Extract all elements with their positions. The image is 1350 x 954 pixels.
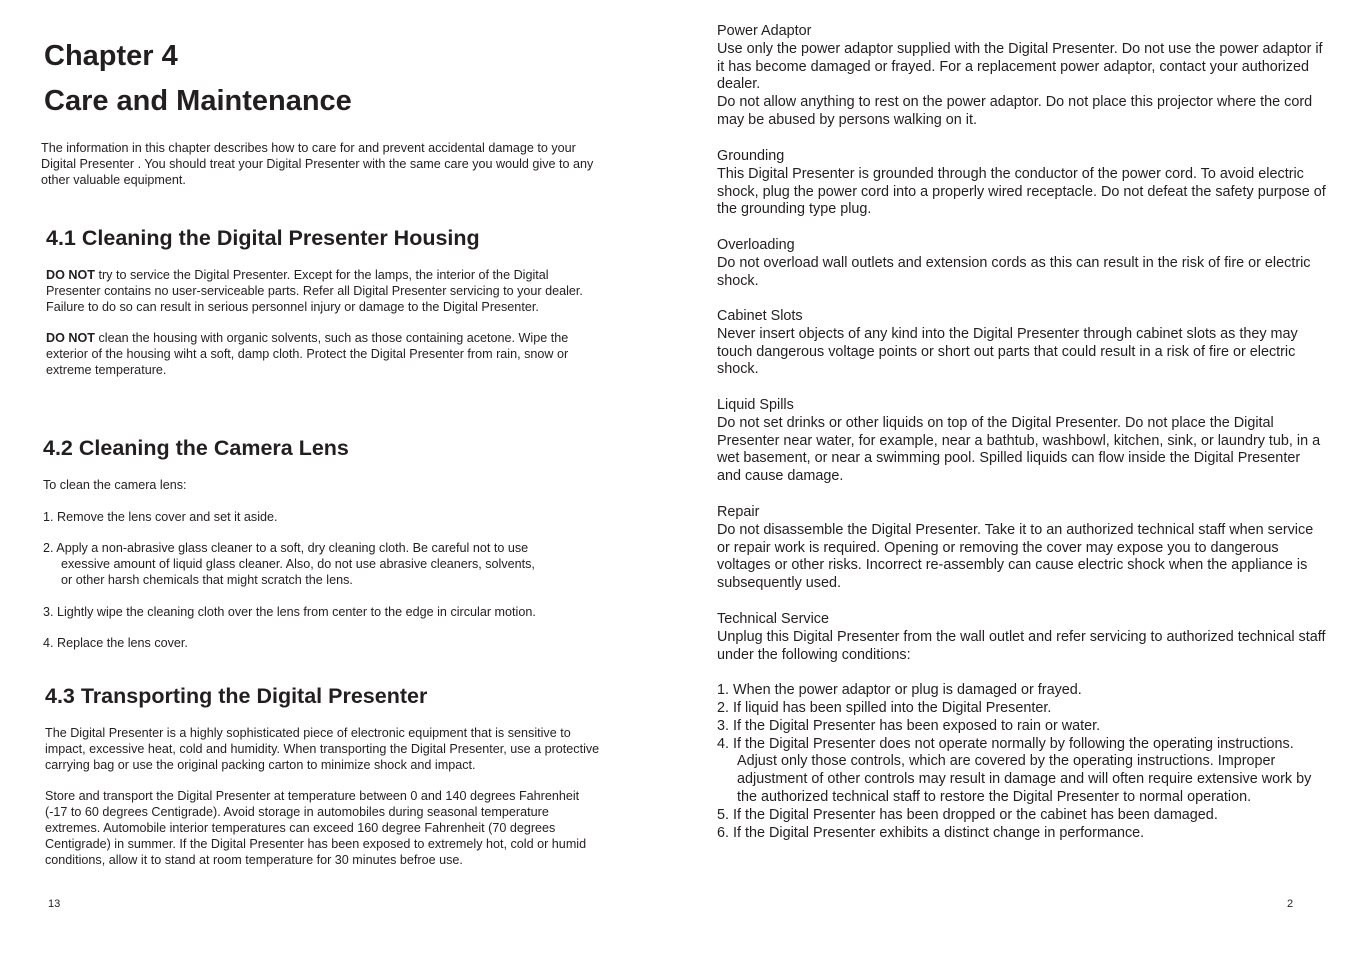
section-4-3-para-2: Store and transport the Digital Presenter at temperature between 0 and 140 degrees Fahrenheit (-17 to 60 degrees Centigrade). Avoid storage in automobiles during seasonal temperature extremes. Automobile interior temperatures can exceed 160 degree Fahrenheit (70 degrees Centigrade) in summer. If the Digital Presenter has been exposed to extremely hot, cold or humid conditions, allow it to stand at room temperature for 30 minutes befroe use. bbox=[45, 789, 587, 867]
section-4-3-heading: 4.3 Transporting the Digital Presenter bbox=[45, 684, 428, 708]
service-item: 2. If liquid has been spilled into the Digital Presenter. bbox=[717, 699, 1052, 716]
chapter-number: Chapter 4 bbox=[44, 40, 178, 72]
step-4: 4. Replace the lens cover. bbox=[43, 636, 188, 650]
section-4-2-lead: To clean the camera lens: bbox=[43, 478, 187, 492]
section-4-3-body bbox=[45, 725, 605, 868]
overloading-text: Do not overload wall outlets and extension cords as this can result in the risk of fire or electric shock. bbox=[717, 254, 1311, 289]
power-adaptor-para-1: Use only the power adaptor supplied with the Digital Presenter. Do not use the power adaptor if it has become damaged or frayed. For a replacement power adaptor, contact your authorized dealer. bbox=[717, 40, 1323, 93]
service-item: 4. If the Digital Presenter does not operate normally by following the operating instructions. Adjust only those controls, which are covered by the operating instructions. Improper adjustment of other controls may result in damage and will often require extensive work by the authorized technical staff to restore the Digital Presenter to normal operation. bbox=[717, 735, 1312, 805]
service-item: 3. If the Digital Presenter has been exposed to rain or water. bbox=[717, 717, 1101, 734]
cabinet-slots-text: Never insert objects of any kind into the Digital Presenter through cabinet slots as they may touch dangerous voltage points or short out parts that could result in a risk of fire or electric shock. bbox=[717, 325, 1298, 378]
section-4-1-para-2: DO NOT clean the housing with organic solvents, such as those containing acetone. Wipe the exterior of the housing wiht a soft, damp cloth. Protect the Digital Presenter from rain, snow or extreme temperature. bbox=[46, 331, 569, 377]
service-item: 1. When the power adaptor or plug is damaged or frayed. bbox=[717, 682, 1082, 699]
section-4-2-heading: 4.2 Cleaning the Camera Lens bbox=[43, 436, 349, 460]
grounding-title: Grounding bbox=[717, 148, 785, 164]
technical-service-text: Unplug this Digital Presenter from the wall outlet and refer servicing to authorized technical staff under the following conditions: bbox=[717, 628, 1326, 663]
technical-service-title: Technical Service bbox=[717, 611, 829, 627]
do-not-label: DO NOT bbox=[46, 268, 95, 282]
service-item: 6. If the Digital Presenter exhibits a distinct change in performance. bbox=[717, 824, 1145, 841]
do-not-label: DO NOT bbox=[46, 331, 95, 345]
liquid-spills-section bbox=[717, 397, 1327, 486]
liquid-spills-text: Do not set drinks or other liquids on top of the Digital Presenter. Do not place the Digital Presenter near water, for example, near a bathtub, washbowl, kitchen, sink, or laundry tub, in a wet basement, or near a swimming pool. Spilled liquids can flow inside the Digital Presenter and cause damage. bbox=[717, 414, 1321, 485]
section-4-3-para-1: The Digital Presenter is a highly sophisticated piece of electronic equipment that is sensitive to impact, excessive heat, cold and humidity. When transporting the Digital Presenter, use a protective carrying bag or use the original packing carton to minimize shock and impact. bbox=[45, 726, 600, 772]
power-adaptor-section bbox=[717, 23, 1327, 130]
step-1: 1. Remove the lens cover and set it aside. bbox=[43, 510, 278, 524]
repair-section bbox=[717, 504, 1327, 593]
section-4-2-body bbox=[43, 477, 643, 651]
page-number-left: 13 bbox=[48, 898, 61, 910]
liquid-spills-title: Liquid Spills bbox=[717, 397, 794, 413]
right-page bbox=[675, 0, 1350, 954]
section-4-1-heading: 4.1 Cleaning the Digital Presenter Housing bbox=[46, 226, 480, 250]
cabinet-slots-title: Cabinet Slots bbox=[717, 308, 803, 324]
power-adaptor-title: Power Adaptor bbox=[717, 23, 812, 39]
overloading-title: Overloading bbox=[717, 237, 795, 253]
section-4-1-body bbox=[46, 267, 591, 378]
step-2: 2. Apply a non-abrasive glass cleaner to a soft, dry cleaning cloth. Be careful not to use exessive amount of liquid glass cleaner. Also, do not use abrasive cleaners, solvents, or other harsh chemicals that might scratch the lens. bbox=[43, 541, 535, 587]
page-number-right: 2 bbox=[1287, 898, 1294, 910]
chapter-title: Care and Maintenance bbox=[44, 85, 352, 117]
power-adaptor-para-2: Do not allow anything to rest on the power adaptor. Do not place this projector where the cord may be abused by persons walking on it. bbox=[717, 94, 1313, 128]
section-4-1-para-1: DO NOT try to service the Digital Presenter. Except for the lamps, the interior of the Digital Presenter contains no user-serviceable parts. Refer all Digital Presenter servicing to your dealer. Failure to do so can result in serious personnel injury or damage to the Digital Presenter. bbox=[46, 268, 583, 314]
chapter-intro: The information in this chapter describes how to care for and prevent accidental damage to your Digital Presenter . You should treat your Digital Presenter with the same care you would give to any other valuable equipment. bbox=[41, 141, 594, 187]
technical-service-section bbox=[717, 611, 1327, 842]
repair-title: Repair bbox=[717, 504, 760, 520]
service-item: 5. If the Digital Presenter has been dropped or the cabinet has been damaged. bbox=[717, 806, 1218, 823]
cabinet-slots-section bbox=[717, 308, 1327, 379]
overloading-section bbox=[717, 237, 1327, 290]
grounding-text: This Digital Presenter is grounded through the conductor of the power cord. To avoid electric shock, plug the power cord into a properly wired receptacle. Do not defeat the safety purpose of the grounding type plug. bbox=[717, 165, 1326, 218]
grounding-section bbox=[717, 148, 1327, 219]
repair-text: Do not disassemble the Digital Presenter. Take it to an authorized technical staff when service or repair work is required. Opening or removing the cover may expose you to dangerous voltages or other risks. Incorrect re-assembly can cause electric shock when the appliance is subsequently used. bbox=[717, 521, 1314, 592]
step-3: 3. Lightly wipe the cleaning cloth over the lens from center to the edge in circular motion. bbox=[43, 605, 536, 619]
